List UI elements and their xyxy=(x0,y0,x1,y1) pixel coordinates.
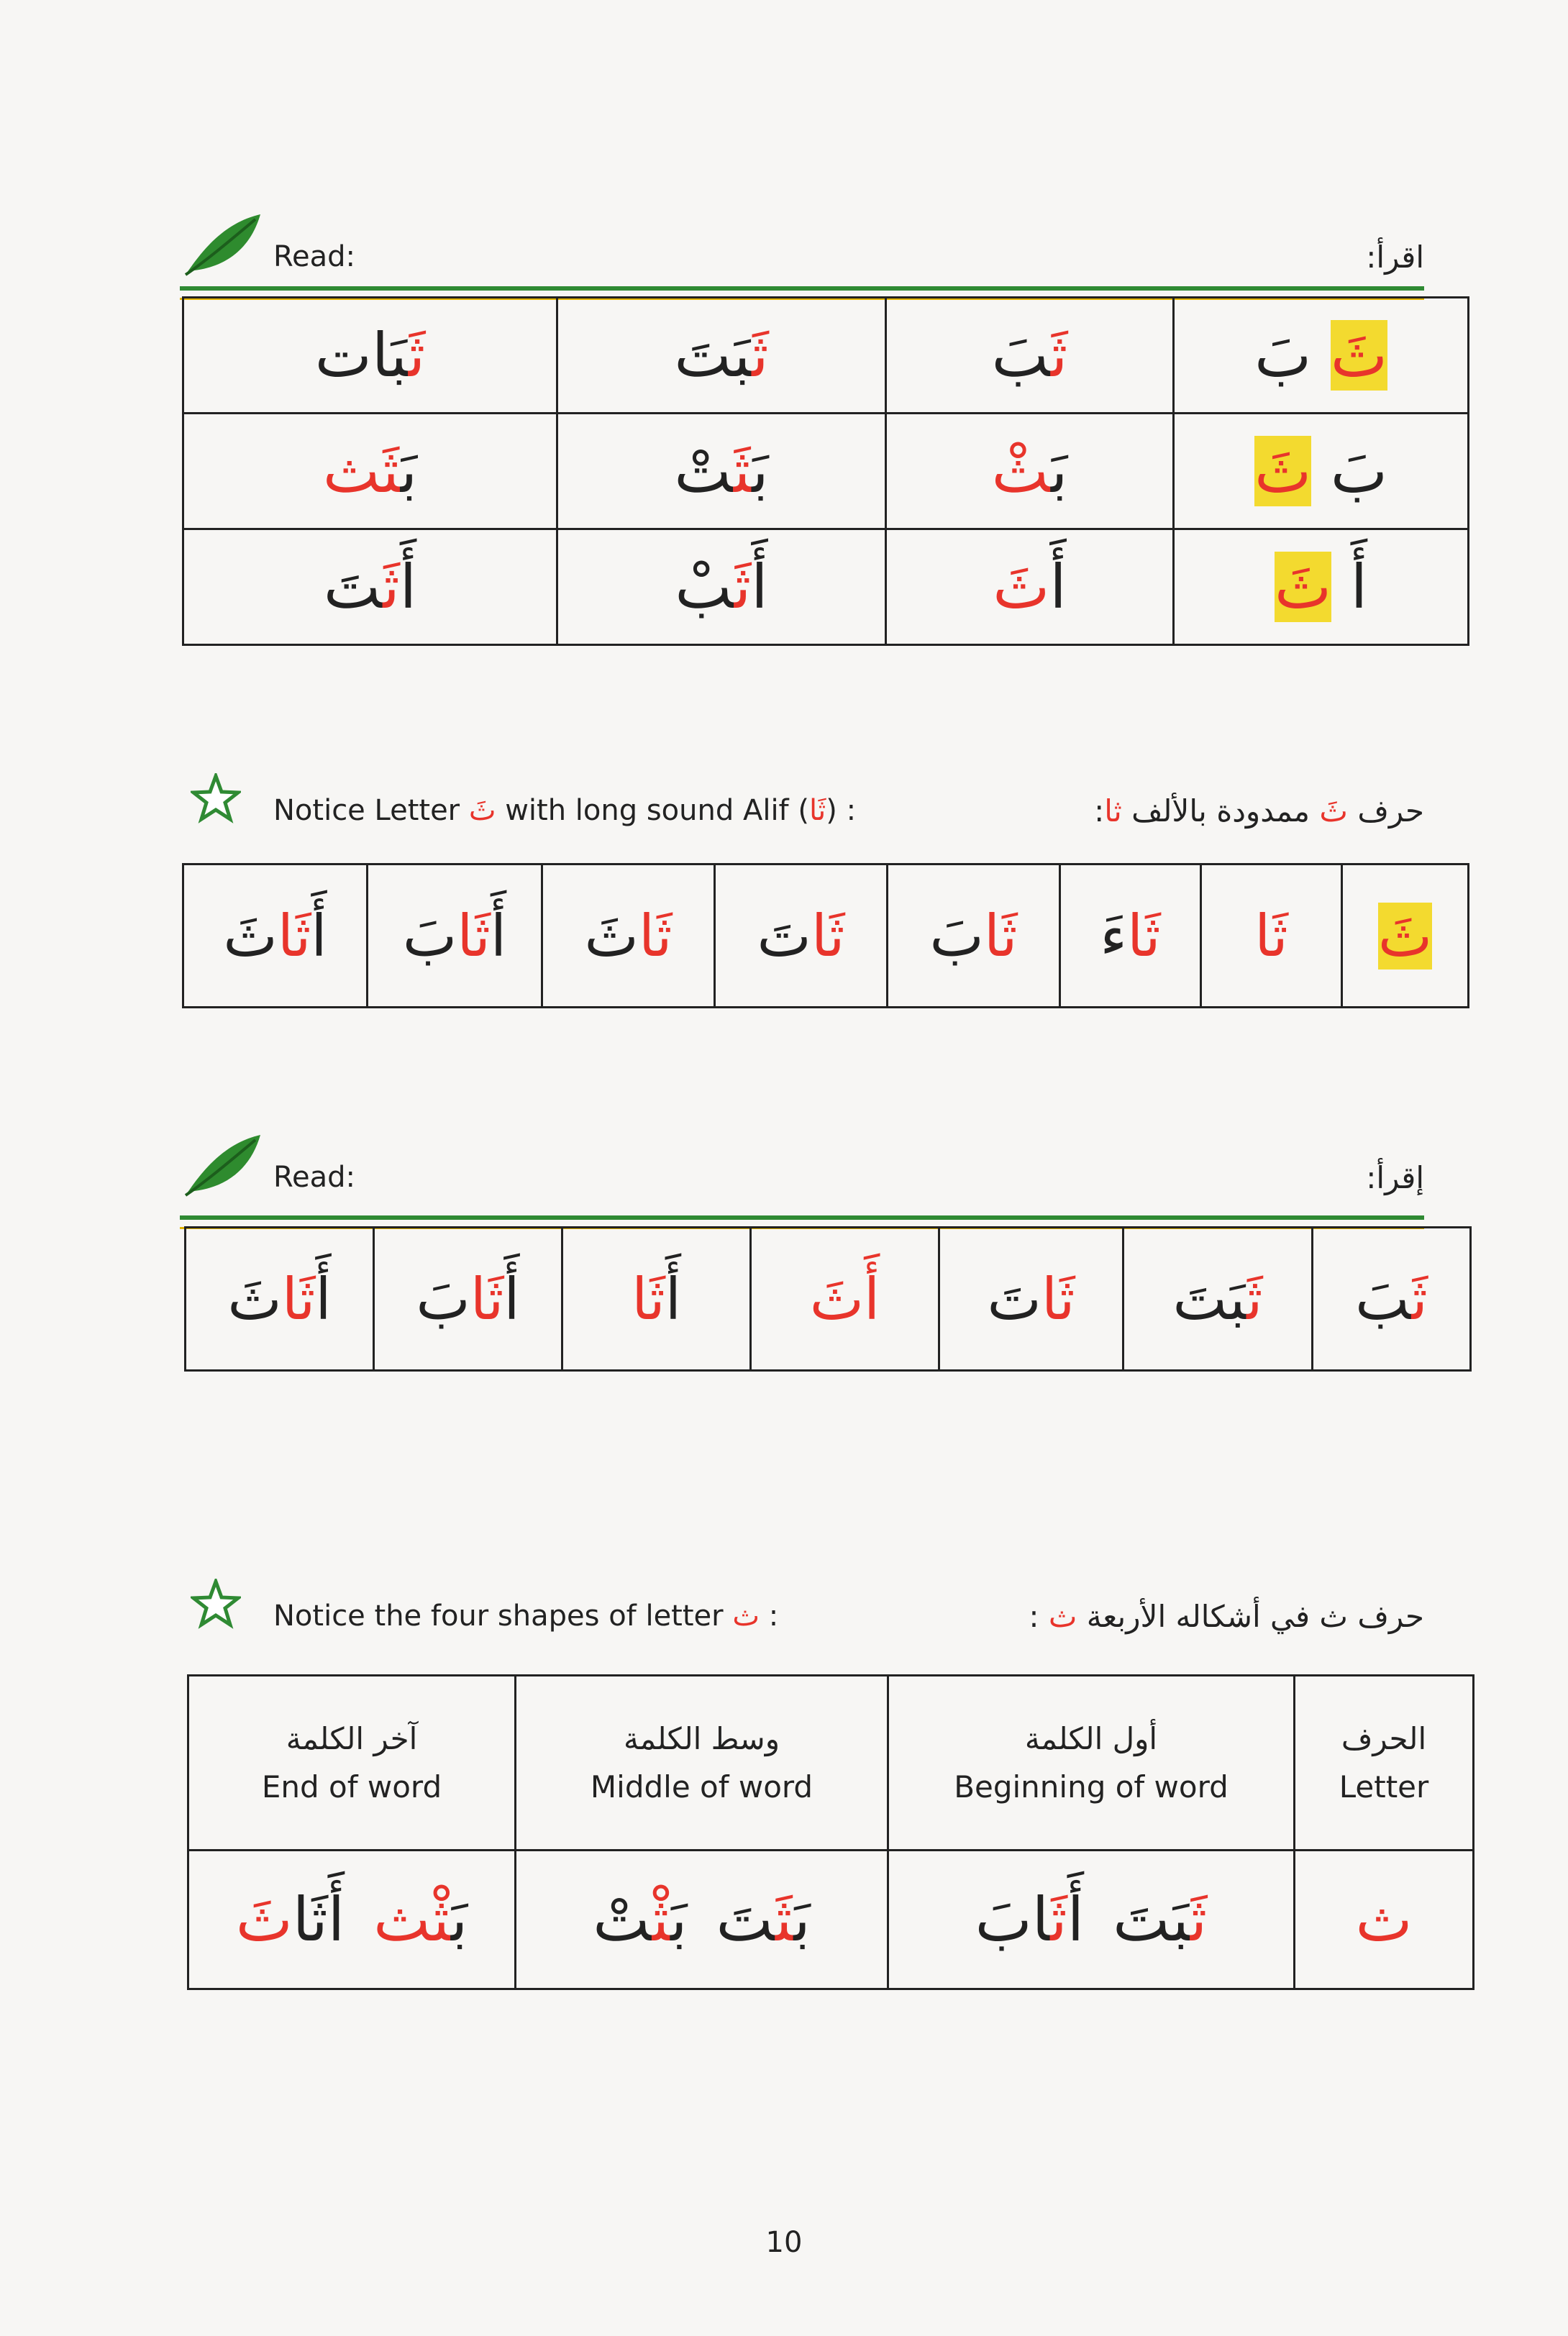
word: بَثْ xyxy=(991,436,1068,506)
word-cell xyxy=(1342,864,1469,1008)
table-row xyxy=(183,414,1469,529)
target-letter: ثَث xyxy=(322,436,401,506)
word-cell xyxy=(183,414,557,529)
notice-shapes-label-en: Notice the four shapes of letter ث : xyxy=(273,1600,779,1633)
word: ثَبَتَ xyxy=(1113,1884,1208,1955)
word-cell xyxy=(1060,864,1201,1008)
table-row xyxy=(183,298,1469,414)
word xyxy=(1378,903,1432,969)
read-label-ar: إقرأ: xyxy=(1366,1160,1424,1195)
word-cell xyxy=(886,414,1174,529)
target-letter: ثَا xyxy=(1041,1265,1075,1333)
header-end-of-word: آخر الكلمة End of word xyxy=(188,1676,516,1851)
highlighted-letter: ثَ xyxy=(1330,320,1387,391)
word: أَثَاثَ xyxy=(235,1884,345,1955)
word-cell xyxy=(1174,529,1469,645)
word xyxy=(810,1266,880,1333)
target-letter: ثَا xyxy=(1254,902,1288,969)
leaf-icon xyxy=(180,1129,266,1201)
word-cell xyxy=(183,529,557,645)
target-letter: ثَ xyxy=(1246,1265,1263,1333)
word: أَ ثَ xyxy=(1274,552,1368,622)
word: ثَ بَ xyxy=(1254,320,1387,391)
word-cell xyxy=(557,529,886,645)
word-cell xyxy=(751,1228,939,1371)
word-cell xyxy=(939,1228,1123,1371)
word-cell xyxy=(374,1228,562,1371)
notice-alif-label-ar: حرف ثَ ممدودة بالألف ثا: xyxy=(1094,793,1424,829)
target-letter: ثَ xyxy=(408,320,426,391)
word: بَثَتْ xyxy=(674,436,769,506)
word: ثَاتَ xyxy=(987,1265,1075,1333)
target-letter: ثَا xyxy=(811,902,845,969)
read-label-en: Read: xyxy=(273,240,355,273)
table-long-alif xyxy=(182,863,1469,1008)
word: ثَاءَ xyxy=(1100,902,1161,969)
word: أَثَابَ xyxy=(402,902,507,969)
table-row xyxy=(183,529,1469,645)
word: ثَبَتَ xyxy=(674,320,769,391)
word: ثَبَ xyxy=(1355,1265,1428,1333)
word-cell xyxy=(1123,1228,1313,1371)
word xyxy=(1254,903,1288,969)
word: أَثَا xyxy=(632,1265,681,1333)
read-label-ar: اقرأ: xyxy=(1366,239,1424,275)
target-letter: ثَا xyxy=(632,1265,665,1333)
table-letter-shapes xyxy=(187,1674,1474,1990)
header-beginning-of-word: أول الكلمة Beginning of word xyxy=(888,1676,1295,1851)
word: بَ ثَ xyxy=(1254,436,1387,506)
page-number: 10 xyxy=(765,2226,803,2259)
star-icon xyxy=(191,1579,241,1629)
target-letter: ثَا xyxy=(457,902,491,969)
target-letter: أَثَ xyxy=(809,1265,880,1333)
word: بَثْث xyxy=(373,1884,468,1955)
word-cell xyxy=(886,298,1174,414)
word: ثَبَات xyxy=(314,320,426,391)
word: ثَابَ xyxy=(929,902,1018,969)
word: أَثَاثَ xyxy=(223,902,327,969)
beginning-of-word-examples xyxy=(888,1851,1295,1989)
word-cell xyxy=(1201,864,1342,1008)
word: بَثَتَ xyxy=(716,1884,811,1955)
target-letter: ثَ xyxy=(1190,1884,1208,1955)
word-cell xyxy=(557,414,886,529)
target-letter: ثَا xyxy=(983,902,1018,969)
target-letter: ثَ xyxy=(775,1884,794,1955)
end-of-word-examples xyxy=(188,1851,516,1989)
target-letter: ثَ xyxy=(993,552,1050,622)
word: ثَاتَ xyxy=(757,902,845,969)
section4-header xyxy=(180,1568,1424,1647)
section1-header xyxy=(180,209,1424,288)
word-cell xyxy=(557,298,886,414)
target-letter: ثَ xyxy=(734,552,752,622)
highlighted-letter: ثَ xyxy=(1254,436,1312,506)
letter-cell: ث xyxy=(1295,1851,1474,1989)
target-letter: ثَ xyxy=(1050,1884,1067,1955)
target-letter: ثْ xyxy=(652,1884,671,1955)
header-letter: الحرف Letter xyxy=(1295,1676,1474,1851)
word-cell xyxy=(183,864,368,1008)
word-cell xyxy=(186,1228,374,1371)
star-icon xyxy=(191,773,241,823)
middle-of-word-examples xyxy=(516,1851,888,1989)
target-letter: ثَ xyxy=(235,1884,293,1955)
word-cell xyxy=(542,864,715,1008)
target-letter: ثَ xyxy=(1411,1265,1428,1333)
section2-header xyxy=(180,762,1424,841)
section3-header xyxy=(180,1129,1424,1208)
word-cell xyxy=(888,864,1060,1008)
table-row xyxy=(186,1228,1471,1371)
word-cell xyxy=(1174,298,1469,414)
word: بَثَث xyxy=(322,436,418,506)
word-cell xyxy=(1313,1228,1471,1371)
header-middle-of-word: وسط الكلمة Middle of word xyxy=(516,1676,888,1851)
target-letter: ثْ xyxy=(991,436,1052,506)
target-letter: ثَا xyxy=(277,902,311,969)
word-cell xyxy=(562,1228,751,1371)
target-letter: ثَ xyxy=(383,552,400,622)
highlighted-letter: ثَ xyxy=(1377,902,1433,969)
word-cell xyxy=(886,529,1174,645)
target-letter: ثَا xyxy=(470,1265,504,1333)
word: بَثْتْ xyxy=(593,1884,688,1955)
word: أَثَابَ xyxy=(416,1265,520,1333)
word-cell xyxy=(183,298,557,414)
leaf-icon xyxy=(180,209,266,280)
word: أَثَتَ xyxy=(323,552,417,622)
target-letter: ثَ xyxy=(752,320,769,391)
word: ثَاثَ xyxy=(584,902,673,969)
notice-shapes-label-ar: حرف ث في أشكاله الأربعة ث : xyxy=(1029,1599,1424,1634)
target-letter: ثَا xyxy=(1126,902,1161,969)
word: ثَبَ xyxy=(991,320,1068,391)
word: أَثَابَ xyxy=(975,1884,1085,1955)
word-cell xyxy=(715,864,888,1008)
read-label-en: Read: xyxy=(273,1161,355,1194)
table-row xyxy=(183,864,1469,1008)
target-letter: ثَا xyxy=(638,902,673,969)
notice-alif-label-en: Notice Letter ثَ with long sound Alif (ثَا) : xyxy=(273,794,857,827)
table-read-2 xyxy=(184,1226,1472,1372)
word: أَثَاثَ xyxy=(227,1265,332,1333)
word: أَثَ xyxy=(993,552,1067,622)
word-cell xyxy=(368,864,542,1008)
target-letter: ثَ xyxy=(733,436,752,506)
target-letter: ثَ xyxy=(1051,320,1068,391)
target-letter: ثَا xyxy=(281,1265,316,1333)
word-cell xyxy=(1174,414,1469,529)
target-letter: ثْث xyxy=(373,1884,451,1955)
word: أَثَبْ xyxy=(675,552,768,622)
highlighted-letter: ثَ xyxy=(1274,552,1332,622)
word: ثَبَتَ xyxy=(1172,1265,1263,1333)
table-read-1 xyxy=(182,296,1469,646)
